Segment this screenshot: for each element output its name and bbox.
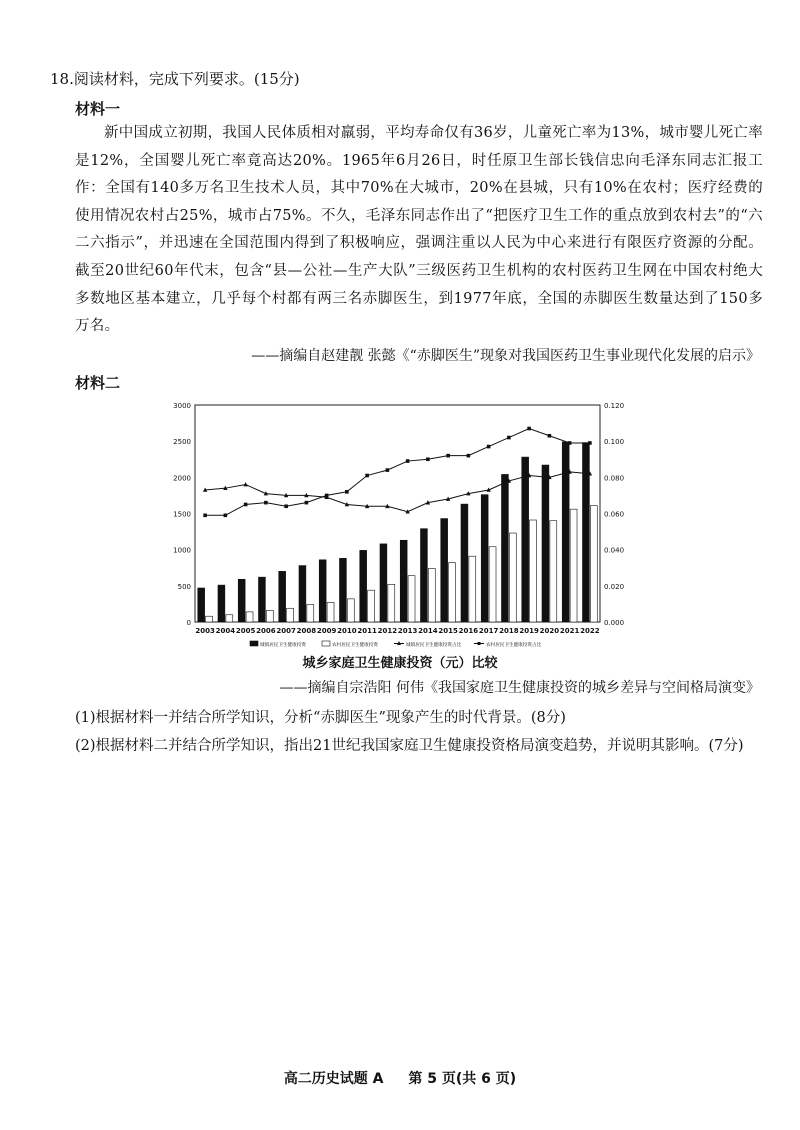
bar-urban [420, 529, 427, 622]
plot-frame [195, 405, 600, 622]
bar-urban [522, 457, 529, 622]
x-tick-label: 2013 [397, 627, 418, 635]
x-tick-label: 2016 [458, 627, 479, 635]
bar-rural [408, 576, 415, 622]
material1-title: 材料一 [75, 100, 121, 118]
question-1: (1)根据材料一并结合所学知识，分析“赤脚医生”现象产生的时代背景。(8分) [75, 710, 566, 726]
bar-rural [327, 602, 334, 622]
bar-rural [509, 533, 516, 622]
x-tick-label: 2021 [559, 627, 580, 635]
point-rural-share [507, 436, 511, 440]
bar-rural [469, 556, 476, 622]
bar-rural [428, 568, 435, 622]
material2-source: ——摘编自宗浩阳 何伟《我国家庭卫生健康投资的城乡差异与空间格局演变》 [279, 680, 760, 696]
point-rural-share [345, 490, 349, 494]
bar-rural [530, 520, 537, 622]
bar-urban [339, 558, 346, 622]
point-rural-share [305, 501, 309, 505]
bar-urban [238, 579, 245, 622]
footer-page: 第 5 页(共 6 页) [408, 1071, 517, 1087]
bar-urban [441, 519, 448, 622]
bar-urban [481, 495, 488, 622]
point-rural-share [588, 441, 592, 445]
bar-rural [287, 608, 294, 622]
investment-chart-svg [160, 395, 630, 665]
bar-rural [590, 506, 597, 622]
bar-urban [380, 544, 387, 622]
bar-urban [360, 550, 367, 622]
y-right-tick-label: 0.060 [604, 510, 625, 519]
x-tick-label: 2007 [276, 627, 296, 635]
point-rural-share [548, 434, 552, 438]
bar-urban [258, 577, 265, 622]
point-rural-share [325, 494, 329, 498]
investment-chart [160, 395, 630, 665]
material1-text: 新中国成立初期，我国人民体质相对羸弱，平均寿命仅有36岁，儿童死亡率为13%，城市婴儿死亡率是12%，全国婴儿死亡率竟高达20%。1965年6月26日，时任原卫生部长钱信忠向毛泽东同志汇报工作：全国有140多万名卫生技术人员，其中70%在大城市，20%在县城，只有10%在农村；医疗经费的使用情况农村占25%，城市占75%。不久，毛泽东同志作出了“把医疗卫生工作的重点放到农村去”的“六二六指示”，并迅速在全国范围内得到了积极响应，强调注重以人民为中心来进行有限医疗资源的分配。截至20世纪60年代末，包含“县—公社—生产大队”三级医药卫生机构的农村医药卫生网在中国农村绝大多数地区基本建立，几乎每个村都有两三名赤脚医生，到1977年底，全国的赤脚医生数量达到了150多万名。 [75, 125, 763, 335]
x-tick-label: 2003 [195, 627, 215, 635]
bar-urban [319, 560, 326, 622]
point-rural-share [406, 459, 410, 463]
x-tick-label: 2018 [499, 627, 519, 635]
legend-label: 城镇居民卫生健康投资占比 [406, 643, 462, 648]
bar-rural [388, 584, 395, 622]
point-rural-share [284, 504, 288, 508]
bar-urban [400, 540, 407, 622]
x-tick-label: 2020 [539, 627, 560, 635]
bar-urban [582, 443, 589, 622]
legend-marker [478, 642, 481, 645]
bar-rural [246, 612, 253, 622]
bar-rural [307, 605, 314, 622]
point-rural-share [244, 503, 248, 507]
x-tick-label: 2009 [316, 627, 337, 635]
x-tick-label: 2019 [519, 627, 539, 635]
y-left-tick-label: 500 [177, 582, 191, 591]
legend-label: 农村居民卫生健康投资 [332, 643, 378, 648]
point-rural-share [224, 514, 228, 518]
x-tick-label: 2004 [215, 627, 236, 635]
question-2: (2)根据材料二并结合所学知识，指出21世纪我国家庭卫生健康投资格局演变趋势，并说明其影响。(7分) [75, 738, 744, 754]
bar-rural [206, 616, 213, 622]
material1-source: ——摘编自赵建靓 张懿《“赤脚医生”现象对我国医药卫生事业现代化发展的启示》 [251, 348, 760, 364]
bar-rural [226, 615, 233, 622]
point-rural-share [426, 457, 430, 461]
point-rural-share [446, 454, 450, 458]
x-tick-label: 2006 [256, 627, 276, 635]
y-right-tick-label: 0.080 [604, 474, 625, 483]
x-tick-label: 2014 [418, 627, 438, 635]
bar-urban [542, 465, 549, 622]
legend-label: 城镇居民卫生健康投资 [260, 643, 306, 648]
y-left-tick-label: 2500 [173, 438, 191, 447]
footer-subject: 高二历史试题 A [283, 1071, 384, 1087]
point-rural-share [568, 441, 572, 445]
x-tick-label: 2017 [478, 627, 499, 635]
x-tick-label: 2008 [296, 627, 317, 635]
y-left-tick-label: 1500 [173, 510, 191, 519]
point-rural-share [365, 474, 369, 478]
legend-label: 农村居民卫生健康投资占比 [486, 643, 542, 648]
y-left-tick-label: 0 [186, 619, 191, 627]
bar-urban [562, 442, 569, 622]
point-rural-share [386, 468, 390, 472]
y-right-tick-label: 0.000 [604, 619, 625, 627]
bar-rural [368, 590, 375, 622]
bar-urban [279, 571, 286, 622]
y-right-tick-label: 0.120 [604, 402, 625, 410]
point-rural-share [527, 427, 531, 431]
y-right-tick-label: 0.040 [604, 546, 625, 555]
line-urban-share [205, 472, 590, 512]
bar-rural [489, 547, 496, 622]
question-header: 18.阅读材料，完成下列要求。(15分) [50, 70, 300, 88]
bar-rural [550, 521, 557, 622]
bar-urban [299, 566, 306, 622]
page-footer [0, 1068, 800, 1088]
bar-rural [266, 610, 273, 622]
y-left-tick-label: 2000 [173, 474, 191, 483]
y-left-tick-label: 1000 [173, 546, 191, 555]
point-rural-share [487, 445, 491, 449]
x-tick-label: 2015 [438, 627, 458, 635]
bar-rural [449, 563, 456, 622]
x-tick-label: 2010 [337, 627, 357, 635]
point-urban-share [243, 482, 247, 486]
x-tick-label: 2011 [357, 627, 377, 635]
x-tick-label: 2022 [580, 627, 600, 635]
x-tick-label: 2012 [377, 627, 398, 635]
point-rural-share [203, 514, 207, 518]
point-rural-share [264, 501, 268, 505]
bar-urban [198, 588, 205, 622]
bar-urban [501, 474, 508, 622]
x-tick-label: 2005 [235, 627, 256, 635]
material2-title: 材料二 [75, 374, 121, 392]
bar-urban [218, 585, 225, 622]
chart-caption: 城乡家庭卫生健康投资（元）比较 [302, 656, 498, 671]
bar-rural [347, 599, 354, 622]
y-right-tick-label: 0.100 [604, 438, 625, 447]
point-rural-share [467, 454, 471, 458]
bar-urban [461, 504, 468, 622]
legend-swatch [250, 641, 258, 646]
y-right-tick-label: 0.020 [604, 582, 625, 591]
bar-rural [570, 509, 577, 622]
legend-swatch [322, 641, 330, 646]
line-rural-share [205, 429, 590, 516]
y-left-tick-label: 3000 [173, 402, 191, 410]
